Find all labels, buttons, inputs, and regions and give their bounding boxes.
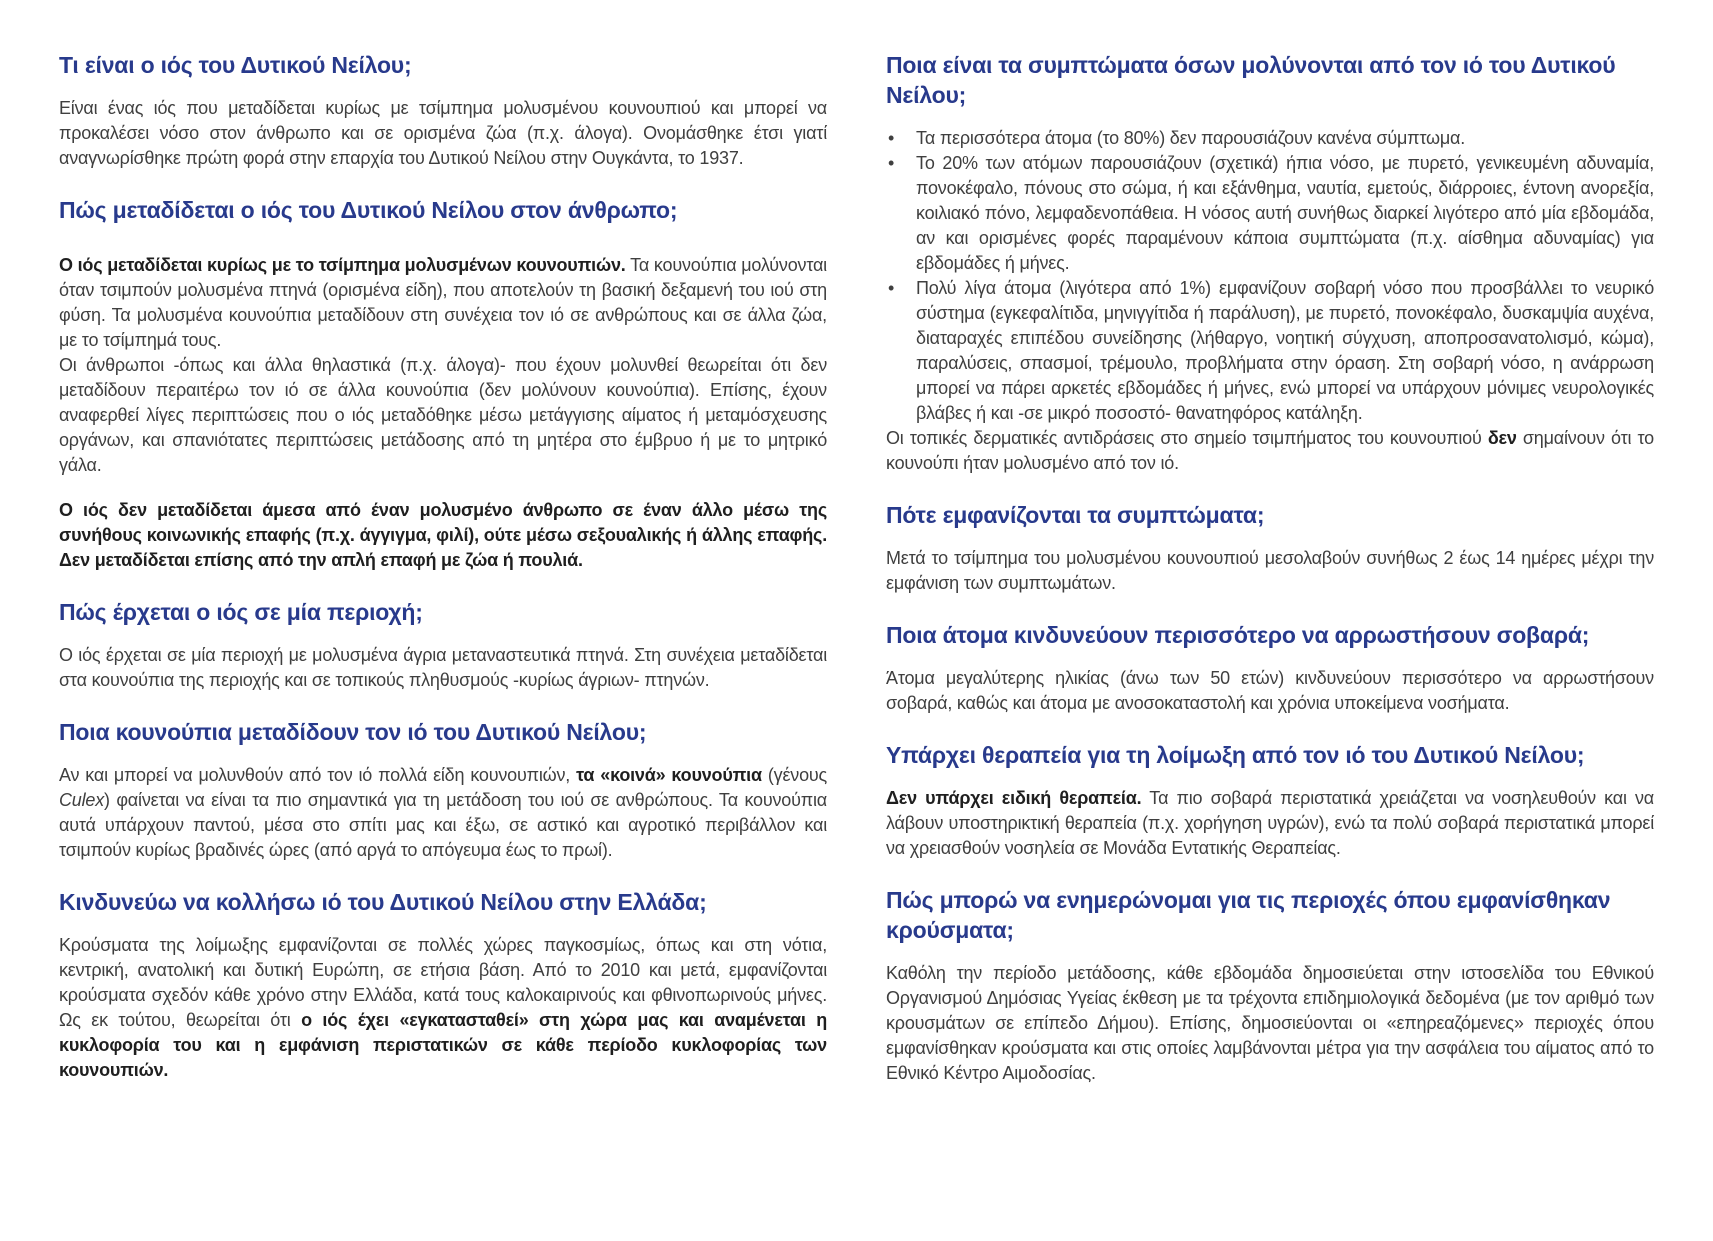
right-column (886, 50, 1654, 1110)
list-item: • Πολύ λίγα άτομα (λιγότερα από 1%) εμφανίζουν σοβαρή νόσο που προσβάλλει το νευρικό σύστημα (εγκεφαλίτιδα, μηνιγγίτιδα ή παράλυση), με πυρετό, πονοκέφαλο, δυσκαμψία αυχένα, διαταραχές επιπέδου συνείδησης (λήθαργο, νοητική σύγχυση, αποπροσανατολισμό, κώμα), παραλύσεις, σπασμοί, τρέμουλο, προβλήματα στην όραση. Στη σοβαρή νόσο, η ανάρρωση μπορεί να πάρει αρκετές εβδομάδες ή μήνες, ενώ μπορεί να υπάρχουν μόνιμες νευρολογικές βλάβες ή και -σε μικρό ποσοστό- θανατηφόρος κατάληξη. (886, 276, 1654, 426)
heading-what-is-virus: Τι είναι ο ιός του Δυτικού Νείλου; (59, 52, 412, 78)
paragraph-when-symptoms: Μετά το τσίμπημα του μολυσμένου κουνουπιού μεσολαβούν συνήθως 2 έως 14 ημέρες μέχρι την εμφάνιση των συμπτωμάτων. (886, 548, 1654, 593)
bold-transmission-main: Ο ιός μεταδίδεται κυρίως με το τσίμπημα μολυσμένων κουνουπιών. (59, 255, 626, 275)
heading-risk-groups: Ποια άτομα κινδυνεύουν περισσότερο να αρρωστήσουν σοβαρά; (886, 622, 1590, 648)
paragraph-treatment (886, 786, 1654, 861)
section-risk-groups (886, 620, 1654, 716)
paragraph-information: Καθόλη την περίοδο μετάδοσης, κάθε εβδομάδα δημοσιεύεται στην ιστοσελίδα του Εθνικού Οργανισμού Δημόσιας Υγείας έκθεση με τα τρέχοντα επιδημιολογικά δεδομένα (με τον αριθμό των κρουσμάτων σε επίπεδο Δήμου). Επίσης, δημοσιεύονται οι «επηρεαζόμενες» περιοχές όπου εμφανίσθηκαν κρούσματα και στις οποίες λαμβάνονται μέτρα για την ασφάλεια του αίματος από το Εθνικό Κέντρο Αιμοδοσίας. (886, 963, 1654, 1083)
section-what-is-virus (59, 50, 827, 171)
paragraph-risk-groups: Άτομα μεγαλύτερης ηλικίας (άνω των 50 ετών) κινδυνεύουν περισσότερο να αρρωστήσουν σοβαρά, καθώς και άτομα με ανοσοκαταστολή και χρόνια υποκείμενα νοσήματα. (886, 668, 1654, 713)
left-column (59, 50, 827, 1107)
bold-common-mosquitoes: τα «κοινά» κουνούπια (576, 765, 762, 785)
section-which-mosquitoes (59, 717, 827, 863)
italic-culex: Culex (59, 790, 105, 810)
section-treatment (886, 740, 1654, 861)
text-mosquitoes-a: Αν και μπορεί να μολυνθούν από τον ιό πολλά είδη κουνουπιών, (59, 765, 577, 785)
section-when-symptoms (886, 500, 1654, 596)
section-information (886, 885, 1654, 1086)
heading-risk-greece: Κινδυνεύω να κολλήσω ιό του Δυτικού Νείλου στην Ελλάδα; (59, 889, 707, 915)
paragraph-transmission-main (59, 253, 827, 353)
section-symptoms (886, 50, 1654, 476)
bold-not: δεν (1487, 428, 1517, 448)
bold-no-human-transmission: Ο ιός δεν μεταδίδεται άμεσα από έναν μολυσμένο άνθρωπο σε έναν άλλο μέσω της συνήθους κοινωνικής επαφής (π.χ. άγγιγμα, φιλί), ούτε μέσω σεξουαλικής ή άλλης επαφής. Δεν μεταδίδεται επίσης από την απλή επαφή με ζώα ή πουλιά. (59, 500, 827, 570)
bold-no-treatment: Δεν υπάρχει ειδική θεραπεία. (886, 788, 1142, 808)
section-how-arrives (59, 597, 827, 693)
heading-symptoms: Ποια είναι τα συμπτώματα όσων μολύνονται από τον ιό του Δυτικού Νείλου; (886, 52, 1616, 108)
symptoms-list (886, 126, 1654, 426)
paragraph-skin-reactions (886, 426, 1654, 476)
heading-information: Πώς μπορώ να ενημερώνομαι για τις περιοχές όπου εμφανίσθηκαν κρούσματα; (886, 887, 1611, 943)
heading-transmission: Πώς μεταδίδεται ο ιός του Δυτικού Νείλου στον άνθρωπο; (59, 197, 678, 223)
paragraph-risk-greece (59, 933, 827, 1083)
text-risk-greece: Κρούσματα της λοίμωξης εμφανίζονται σε πολλές χώρες παγκοσμίως, όπως και στη νότια, κεντρική, ανατολική και δυτική Ευρώπη, σε ετήσια βάση. Από το 2010 και μετά, εμφανίζονται κρούσματα σχεδόν κάθε χρόνο στην Ελλάδα, κατά τους καλοκαιρινούς και φθινοπωρινούς μήνες. Ως εκ τούτου, θεωρείται ότι (59, 935, 827, 1030)
text-mosquitoes-b: (γένους (761, 765, 828, 785)
heading-which-mosquitoes: Ποια κουνούπια μεταδίδουν τον ιό του Δυτικού Νείλου; (59, 719, 647, 745)
section-transmission (59, 195, 827, 573)
paragraph-what-is-virus: Είναι ένας ιός που μεταδίδεται κυρίως με τσίμπημα μολυσμένου κουνουπιού και μπορεί να προκαλέσει νόσο στον άνθρωπο και σε ορισμένα ζώα (π.χ. άλογα). Ονομάσθηκε έτσι γιατί αναγνωρίσθηκε πρώτη φορά στην επαρχία του Δυτικού Νείλου στην Ουγκάντα, το 1937. (59, 98, 827, 168)
paragraph-no-human-transmission (59, 498, 827, 573)
heading-treatment: Υπάρχει θεραπεία για τη λοίμωξη από τον ιό του Δυτικού Νείλου; (886, 742, 1585, 768)
text-skin-a: Οι τοπικές δερματικές αντιδράσεις στο σημείο τσιμπήματος του κουνουπιού (886, 428, 1488, 448)
section-risk-greece (59, 887, 827, 1083)
paragraph-transmission-humans: Οι άνθρωποι -όπως και άλλα θηλαστικά (π.χ. άλογα)- που έχουν μολυνθεί θεωρείται ότι δεν μεταδίδουν περαιτέρω τον ιό σε άλλα κουνούπια (δεν μολύνουν κουνούπια). Επίσης, έχουν αναφερθεί λίγες περιπτώσεις που ο ιός μεταδόθηκε μέσω μετάγγισης αίματος ή μεταμόσχευσης οργάνων, και σπανιότατες περιπτώσεις μετάδοσης από τη μητέρα στο έμβρυο ή με το μητρικό γάλα. (59, 355, 827, 475)
paragraph-which-mosquitoes (59, 763, 827, 863)
text-transmission-main: Τα κουνούπια μολύνονται όταν τσιμπούν μολυσμένα πτηνά (ορισμένα είδη), που αποτελούν τη βασική δεξαμενή του ιού στη φύση. Τα μολυσμένα κουνούπια μεταδίδουν στη συνέχεια τον ιό σε ανθρώπους και σε άλλα ζώα, με το τσίμπημά τους. (59, 255, 827, 350)
heading-when-symptoms: Πότε εμφανίζονται τα συμπτώματα; (886, 502, 1265, 528)
heading-how-arrives: Πώς έρχεται ο ιός σε μία περιοχή; (59, 599, 423, 625)
text-skin-b: σημαίνουν ότι το κουνούπι ήταν μολυσμένο από τον ιό. (886, 428, 1654, 473)
list-item: • Το 20% των ατόμων παρουσιάζουν (σχετικά) ήπια νόσο, με πυρετό, γενικευμένη αδυναμία, πονοκέφαλο, πόνους στο σώμα, ή και εξάνθημα, ναυτία, εμετούς, διάρροιες, έντονη ανορεξία, κοιλιακό πόνο, λεμφαδενοπάθεια. Η νόσος αυτή συνήθως διαρκεί λιγότερο από μία εβδομάδα, αν και ορισμένες φορές παραμένουν κάποια συμπτώματα (π.χ. αίσθημα αδυναμίας) για εβδομάδες ή μήνες. (886, 151, 1654, 276)
bold-risk-greece: ο ιός έχει «εγκατασταθεί» στη χώρα μας και αναμένεται η κυκλοφορία του και η εμφάνιση περιστατικών σε κάθε περίοδο κυκλοφορίας των κουνουπιών. (59, 1010, 827, 1080)
list-item: • Τα περισσότερα άτομα (το 80%) δεν παρουσιάζουν κανένα σύμπτωμα. (886, 126, 1654, 151)
text-treatment: Τα πιο σοβαρά περιστατικά χρειάζεται να νοσηλευθούν και να λάβουν υποστηρικτική θεραπεία (π.χ. χορήγηση υγρών), ενώ τα πολύ σοβαρά περιστατικά μπορεί να χρειασθούν νοσηλεία σε Μονάδα Εντατικής Θεραπείας. (886, 788, 1654, 858)
paragraph-how-arrives: Ο ιός έρχεται σε μία περιοχή με μολυσμένα άγρια μεταναστευτικά πτηνά. Στη συνέχεια μεταδίδεται στα κουνούπια της περιοχής και σε τοπικούς πληθυσμούς -κυρίως άγριων- πτηνών. (59, 645, 827, 690)
text-mosquitoes-c: ) φαίνεται να είναι τα πιο σημαντικά για τη μετάδοση του ιού σε ανθρώπους. Τα κουνούπια αυτά υπάρχουν παντού, μέσα στο σπίτι μας και έξω, σε αστικό και αγροτικό περιβάλλον και τσιμπούν κυρίως βραδινές ώρες (από αργά το απόγευμα έως το πρωί). (59, 790, 827, 860)
